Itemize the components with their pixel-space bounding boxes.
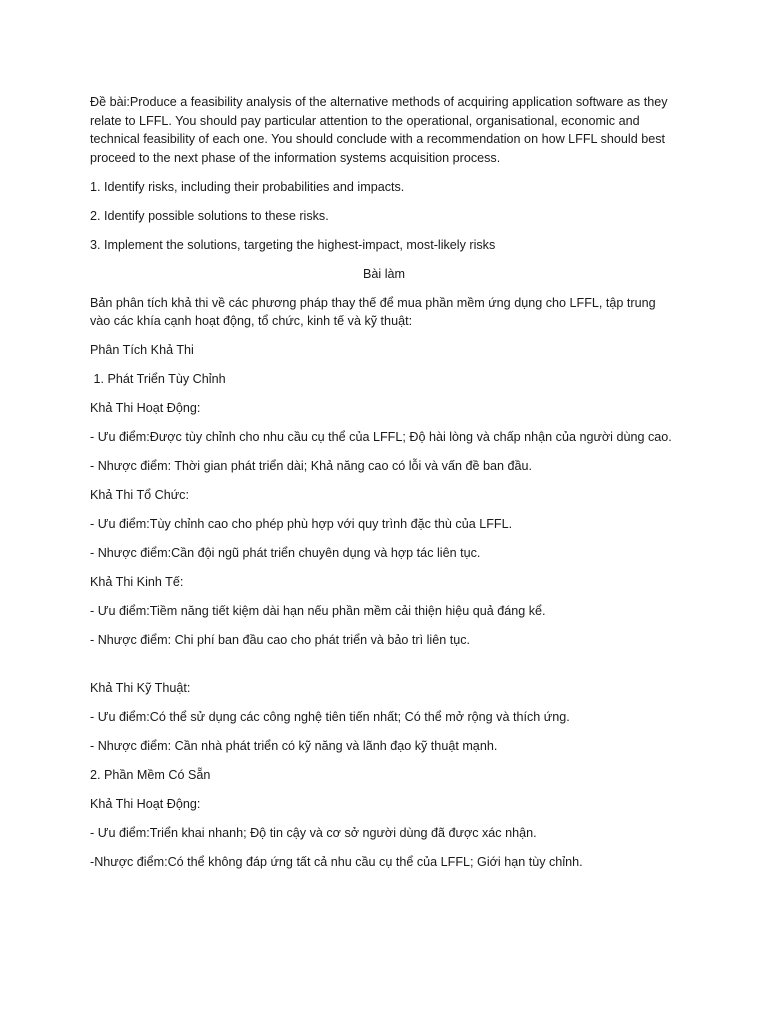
s1-organizational-pro: - Ưu điểm:Tùy chỉnh cao cho phép phù hợp với quy trình đặc thù của LFFL. [90, 517, 513, 531]
step-2: 2. Identify possible solutions to these risks. [90, 208, 329, 223]
s2-operational-pro: - Ưu điểm:Triển khai nhanh; Độ tin cậy và cơ sở người dùng đã được xác nhận. [90, 825, 537, 840]
step-3: 3. Implement the solutions, targeting the highest-impact, most-likely risks [90, 237, 496, 252]
s1-operational-pro: - Ưu điểm:Được tùy chỉnh cho nhu cầu cụ thể của LFFL; Độ hài lòng và chấp nhận của người dùng cao. [90, 430, 672, 444]
s1-technical-con: - Nhược điểm: Cần nhà phát triển có kỹ năng và lãnh đạo kỹ thuật mạnh. [90, 738, 498, 753]
s1-operational-con: - Nhược điểm: Thời gian phát triển dài; Khả năng cao có lỗi và vấn đề ban đầu. [90, 459, 532, 473]
blank-line [90, 660, 678, 679]
s1-economic-con: - Nhược điểm: Chi phí ban đầu cao cho phát triển và bảo trì liên tục. [90, 633, 471, 647]
s2-operational-con: -Nhược điểm:Có thể không đáp ứng tất cả nhu cầu cụ thể của LFFL; Giới hạn tùy chỉnh. [90, 854, 583, 869]
s1-organizational-heading: Khả Thi Tổ Chức: [90, 488, 189, 502]
s2-operational-heading: Khả Thi Hoạt Động: [90, 796, 201, 811]
assignment-prompt: Đề bài:Produce a feasibility analysis of the alternative methods of acquiring application software as they relate to LFFL. You should pay particular attention to the operational, organisational, economic and technical feasibility of each one. You should conclude with a recommendation on how LFFL should best proceed to the next phase of the information systems acquisition process. [90, 95, 668, 165]
s1-operational-heading: Khả Thi Hoạt Động: [90, 401, 201, 415]
s1-technical-pro: - Ưu điểm:Có thể sử dụng các công nghệ tiên tiến nhất; Có thể mở rộng và thích ứng. [90, 709, 570, 724]
s1-economic-pro: - Ưu điểm:Tiềm năng tiết kiệm dài hạn nếu phần mềm cải thiện hiệu quả đáng kể. [90, 604, 546, 618]
section-2-title: 2. Phần Mềm Có Sẵn [90, 767, 211, 782]
s1-technical-heading: Khả Thi Kỹ Thuật: [90, 680, 191, 695]
analysis-title: Phân Tích Khả Thi [90, 343, 194, 357]
section-1-title: 1. Phát Triển Tùy Chỉnh [90, 372, 226, 386]
heading-bai-lam: Bài làm [363, 266, 405, 281]
summary-paragraph: Bản phân tích khả thi về các phương pháp thay thế để mua phần mềm ứng dụng cho LFFL, tập trung vào các khía cạnh hoạt động, tổ chức, kinh tế và kỹ thuật: [90, 295, 656, 328]
s1-organizational-con: - Nhược điểm:Cần đội ngũ phát triển chuyên dụng và hợp tác liên tục. [90, 546, 481, 560]
s1-economic-heading: Khả Thi Kinh Tế: [90, 575, 184, 589]
step-1: 1. Identify risks, including their probabilities and impacts. [90, 179, 405, 194]
